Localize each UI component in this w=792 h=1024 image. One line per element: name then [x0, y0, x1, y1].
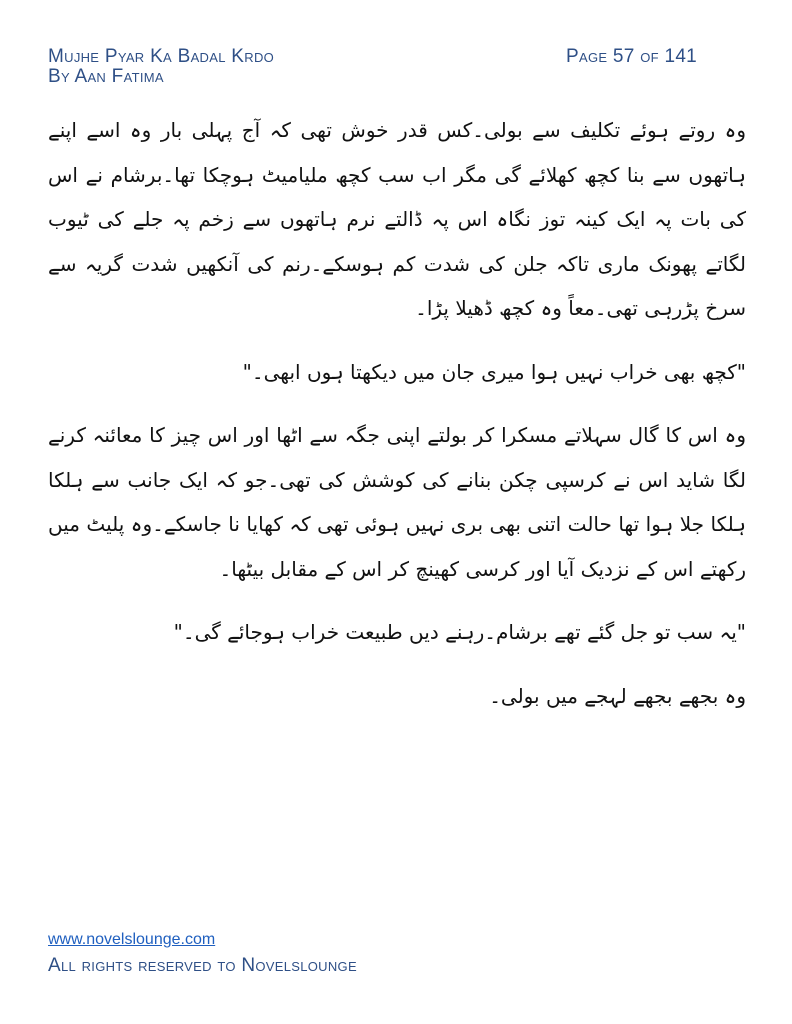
website-link[interactable]: www.novelslounge.com: [48, 931, 216, 948]
book-title: Mujhe Pyar Ka Badal Krdo: [48, 46, 275, 67]
page-number: Page 57 of 141: [566, 46, 698, 67]
paragraph-5: وہ بجھے بجھے لہجے میں بولی۔: [489, 683, 746, 708]
paragraph-1: وہ روتے ہوئے تکلیف سے بولی۔کس قدر خوش تھی کہ آج پہلی بار وہ اسے اپنے ہاتھوں سے بنا کچھ کھلائے گی مگر اب سب کچھ ملیامیٹ ہوچکا تھا۔برشام نے اس کی بات پہ ایک کینہ توز نگاہ اس پہ ڈالتے نرم ہاتھوں سے زخم پہ جلے کی ٹیوب لگاتے پھونک ماری تاکہ جلن کی شدت کم ہوسکے۔رنم کی آنکھیں شدت گریہ سے سرخ پڑرہی تھی۔معاً وہ کچھ ڈھیلا پڑا۔: [48, 118, 746, 320]
story-text: [48, 108, 746, 737]
paragraph-3: وہ اس کا گال سہلاتے مسکرا کر بولتے اپنی جگہ سے اٹھا اور اس چیز کا معائنہ کرنے لگا شاید اس نے کرسپی چکن بنانے کی کوشش کی تھی۔جو کہ ایک جانب سے ہلکا ہلکا جلا ہوا تھا حالت اتنی بھی بری نہیں ہوئی تھی کہ کھایا نا جاسکے۔وہ پلیٹ میں رکھتے اس کے نزدیک آیا اور کرسی کھینچ کر اس کے مقابل بیٹھا۔: [48, 423, 746, 581]
paragraph-2: "کچھ بھی خراب نہیں ہوا میری جان میں دیکھتا ہوں ابھی۔": [242, 359, 746, 384]
book-author: By Aan Fatima: [48, 66, 164, 87]
copyright-notice: All rights reserved to Novelslounge: [48, 955, 357, 976]
paragraph-4: "یہ سب تو جل گئے تھے برشام۔رہنے دیں طبیعت خراب ہوجائے گی۔": [173, 620, 746, 644]
